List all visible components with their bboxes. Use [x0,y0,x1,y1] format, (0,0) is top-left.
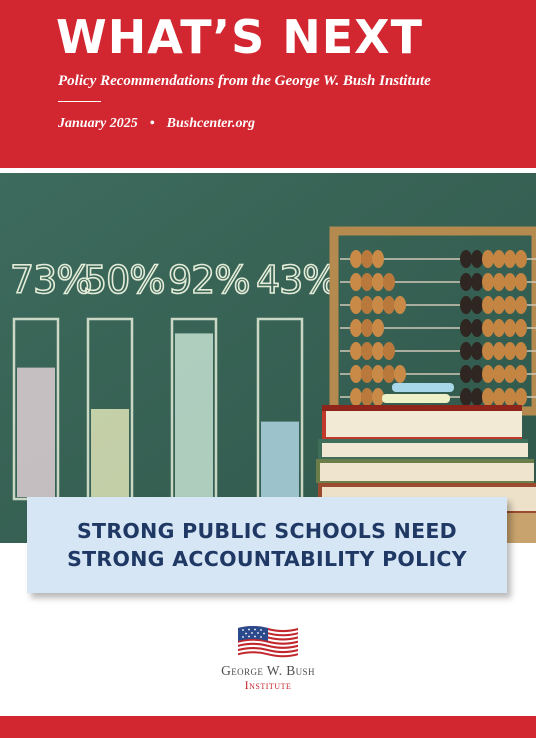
title-divider [58,101,101,102]
chalk-bar [172,319,216,499]
header-banner [0,0,536,168]
publication-date: January 2025 [58,116,138,131]
logo-name: George W. Bush [221,663,315,678]
publication-meta [58,116,255,132]
institute-logo [0,624,536,694]
headline-line-2: STRONG ACCOUNTABILITY POLICY [67,547,467,571]
meta-separator: • [149,116,155,131]
publication-subtitle: Policy Recommendations from the George W. Bush Institute [58,73,431,89]
chalkboard-illustration [0,173,536,543]
chalkboard-photo [0,173,536,543]
headline-box [27,497,507,593]
chalk-label: 43% [256,258,338,302]
publication-title: WHAT’S NEXT [56,10,424,64]
logo-subtitle: Institute [244,678,292,692]
footer-bar [0,716,536,738]
chalk-label: 50% [83,258,165,302]
chalk-label: 73% [10,258,92,302]
headline-line-1: STRONG PUBLIC SCHOOLS NEED [76,519,457,543]
website-label: Bushcenter.org [166,116,255,131]
chalk-label: 92% [168,258,250,302]
flag-icon [238,624,298,658]
